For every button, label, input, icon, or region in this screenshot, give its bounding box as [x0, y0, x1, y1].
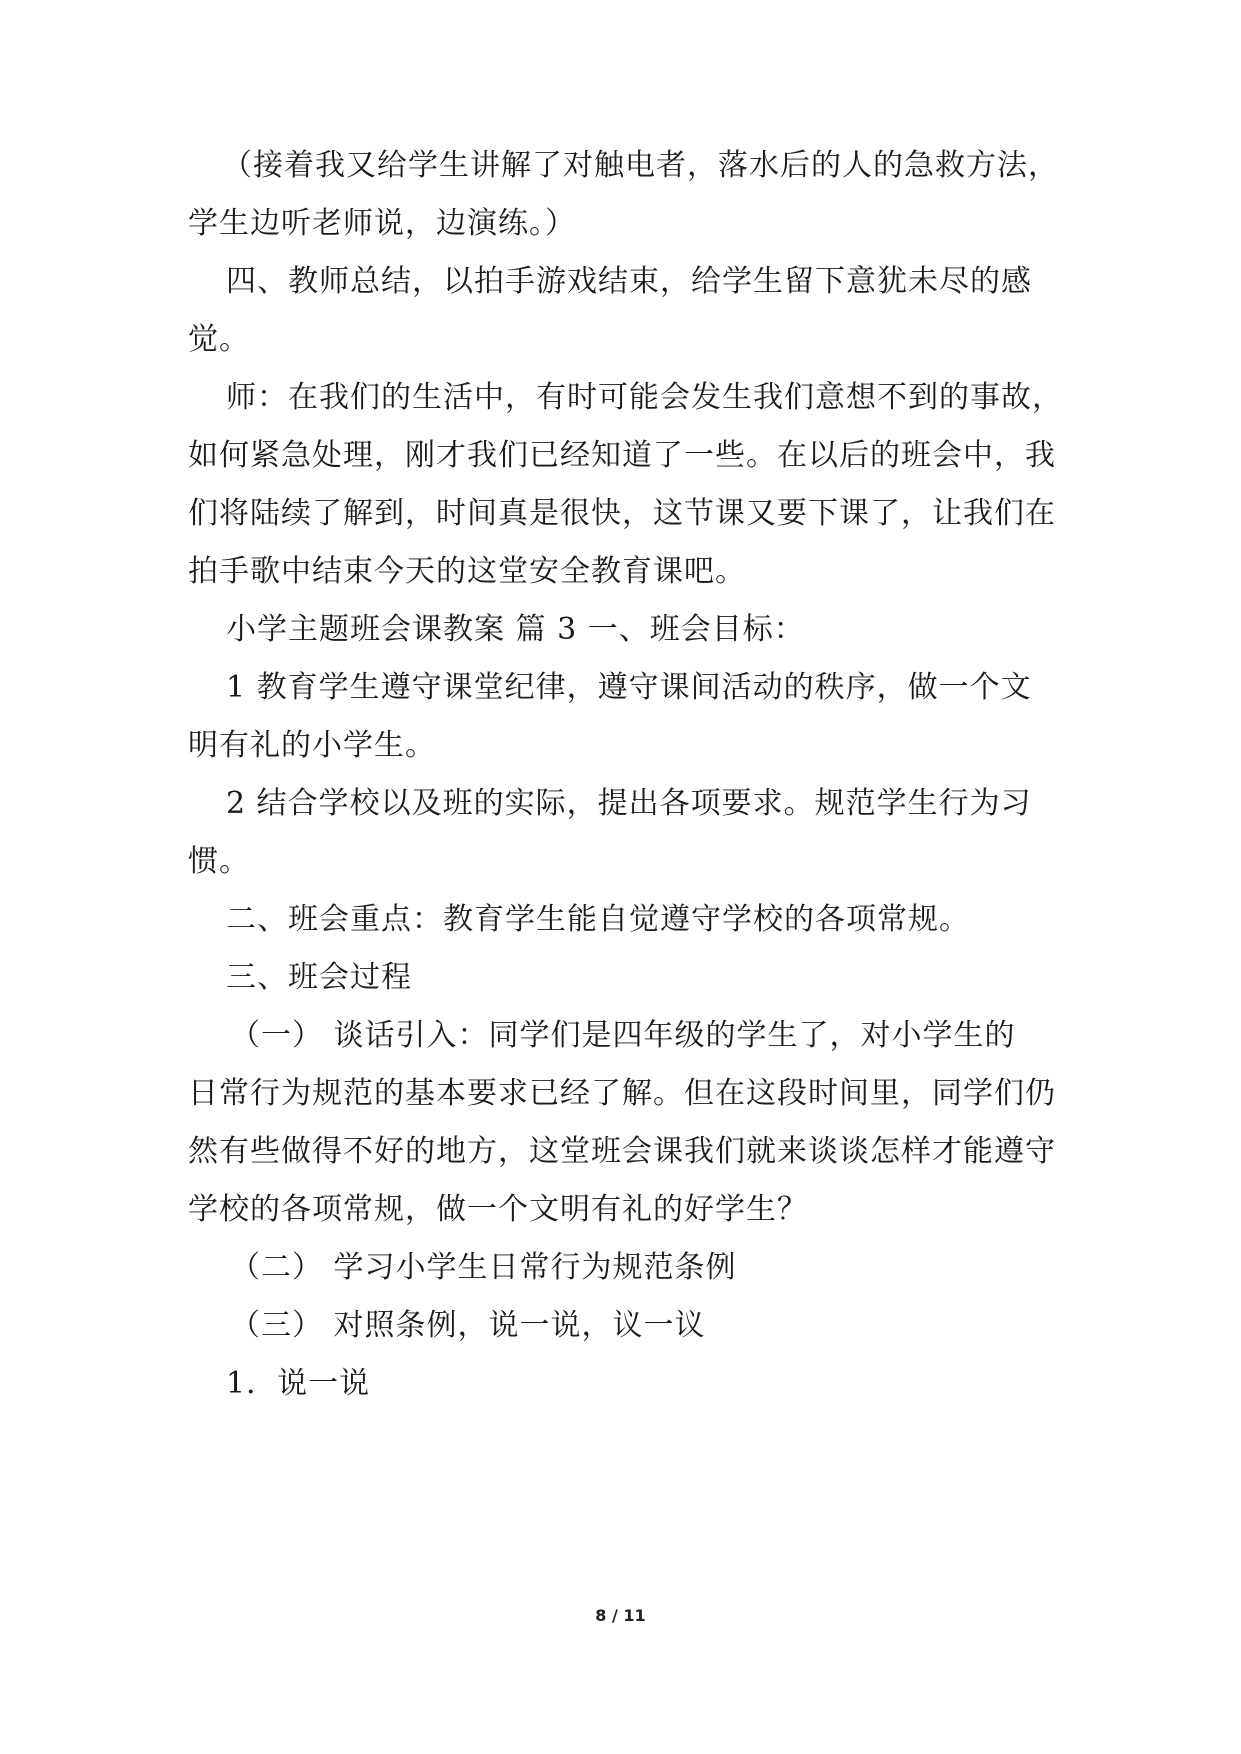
- paragraph-line: （一） 谈话引入：同学们是四年级的学生了，对小学生的: [230, 1018, 1016, 1053]
- paragraph-line: 学校的各项常规，做一个文明有礼的好学生？: [188, 1192, 808, 1227]
- paragraph-line: 明有礼的小学生。: [188, 728, 436, 763]
- paragraph-line: 三、班会过程: [226, 960, 412, 995]
- paragraph-line: 觉。: [188, 322, 250, 357]
- paragraph-line: （接着我又给学生讲解了对触电者，落水后的人的急救方法，: [222, 148, 1059, 183]
- paragraph-line: 师：在我们的生活中，有时可能会发生我们意想不到的事故，: [226, 380, 1063, 415]
- paragraph-line: 们将陆续了解到，时间真是很快，这节课又要下课了，让我们在: [188, 496, 1056, 531]
- paragraph-line: 2 结合学校以及班的实际，提出各项要求。规范学生行为习: [226, 786, 1032, 821]
- paragraph-line: 然有些做得不好的地方，这堂班会课我们就来谈谈怎样才能遵守: [188, 1134, 1056, 1169]
- paragraph-line: 二、班会重点：教育学生能自觉遵守学校的各项常规。: [226, 902, 970, 937]
- paragraph-line: 拍手歌中结束今天的这堂安全教育课吧。: [188, 554, 746, 589]
- paragraph-line: （三） 对照条例，说一说，议一议: [230, 1308, 706, 1343]
- paragraph-line: 1．说一说: [226, 1366, 371, 1401]
- paragraph-line: 四、教师总结，以拍手游戏结束，给学生留下意犹未尽的感: [226, 264, 1032, 299]
- paragraph-line: （二） 学习小学生日常行为规范条例: [230, 1250, 737, 1285]
- page-number: 8 / 11: [595, 1606, 646, 1625]
- paragraph-line: 惯。: [188, 844, 250, 879]
- paragraph-line: 如何紧急处理，刚才我们已经知道了一些。在以后的班会中，我: [188, 438, 1056, 473]
- section-heading: 小学主题班会课教案 篇 3 一、班会目标：: [226, 612, 805, 647]
- paragraph-line: 学生边听老师说，边演练。）: [188, 206, 576, 241]
- paragraph-line: 1 教育学生遵守课堂纪律，遵守课间活动的秩序，做一个文: [226, 670, 1032, 705]
- paragraph-line: 日常行为规范的基本要求已经了解。但在这段时间里，同学们仍: [188, 1076, 1056, 1111]
